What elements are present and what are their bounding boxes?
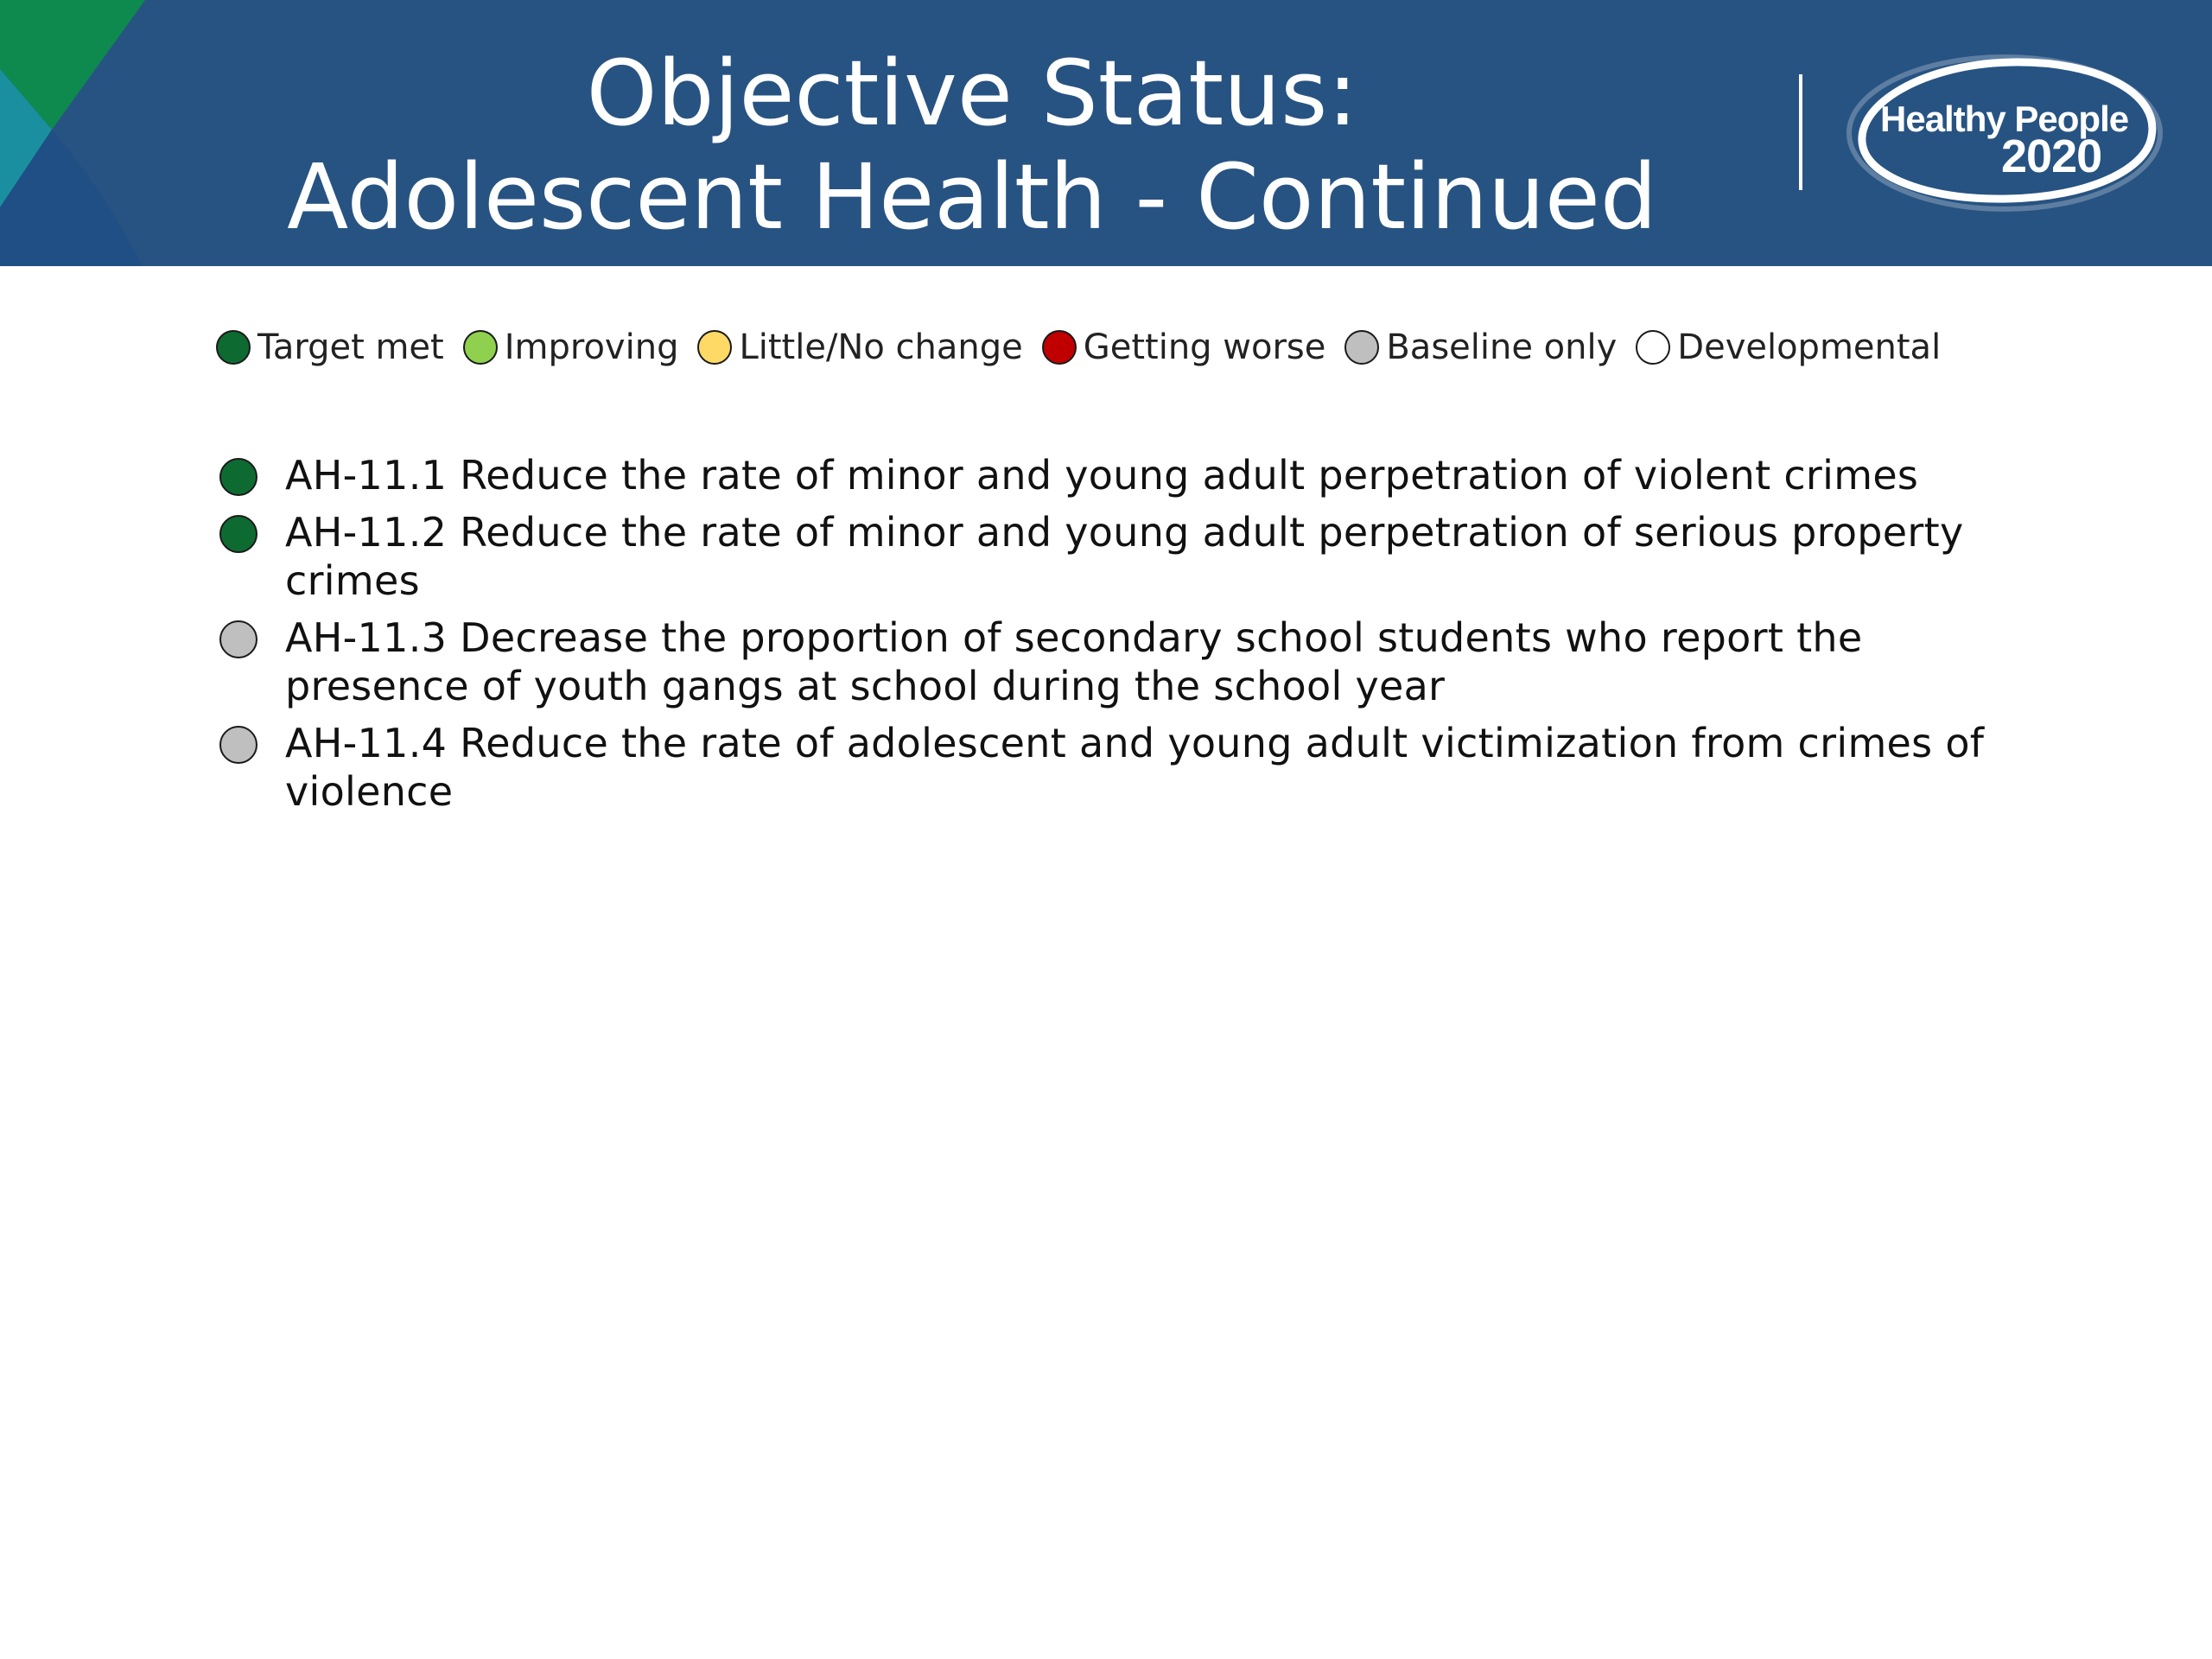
objective-text: AH-11.2 Reduce the rate of minor and young adult perpetration of serious property crimes — [285, 509, 1964, 604]
objective-text: AH-11.3 Decrease the proportion of secondary school students who report the presence of youth gangs at school during the school year — [285, 614, 1863, 709]
status-dot-icon — [216, 330, 251, 365]
objective-item — [218, 719, 1998, 816]
header-banner — [0, 0, 2212, 266]
objective-item — [218, 508, 1998, 605]
page-title — [199, 41, 1745, 249]
logo-line-2: 2020 — [2001, 130, 2102, 182]
status-dot-icon — [1344, 330, 1379, 365]
status-dot-icon — [219, 726, 257, 764]
objective-item — [218, 613, 1998, 710]
legend-label: Baseline only — [1386, 327, 1618, 367]
legend-item-baseline-only — [1344, 327, 1617, 367]
status-dot-icon — [219, 458, 257, 496]
legend-item-little-no-change — [697, 327, 1022, 367]
logo-line-1: Healthy People — [1880, 99, 2129, 139]
objective-list — [218, 451, 1998, 824]
logo-text — [1839, 50, 2171, 216]
legend-label: Little/No change — [739, 327, 1023, 367]
legend-item-getting-worse — [1042, 327, 1326, 367]
header-divider — [1799, 74, 1802, 190]
header-decoration — [0, 0, 173, 266]
legend-label: Developmental — [1677, 327, 1942, 367]
status-dot-icon — [697, 330, 732, 365]
legend-item-developmental — [1636, 327, 1941, 367]
status-dot-icon — [219, 515, 257, 553]
status-dot-icon — [1636, 330, 1670, 365]
title-line-2: Adolescent Health - Continued — [287, 144, 1657, 250]
legend-label: Target met — [257, 327, 444, 367]
legend-label: Getting worse — [1083, 327, 1326, 367]
objective-text: AH-11.4 Reduce the rate of adolescent and young adult victimization from crimes of violence — [285, 720, 1985, 815]
healthy-people-logo — [1839, 50, 2171, 216]
status-legend — [216, 321, 1960, 373]
status-dot-icon — [463, 330, 498, 365]
objective-item — [218, 451, 1998, 499]
legend-item-improving — [463, 327, 679, 367]
status-dot-icon — [1042, 330, 1077, 365]
legend-label: Improving — [504, 327, 679, 367]
status-dot-icon — [219, 620, 257, 658]
title-line-1: Objective Status: — [586, 41, 1358, 146]
legend-item-target-met — [216, 327, 444, 367]
objective-text: AH-11.1 Reduce the rate of minor and young adult perpetration of violent crimes — [285, 452, 1919, 499]
